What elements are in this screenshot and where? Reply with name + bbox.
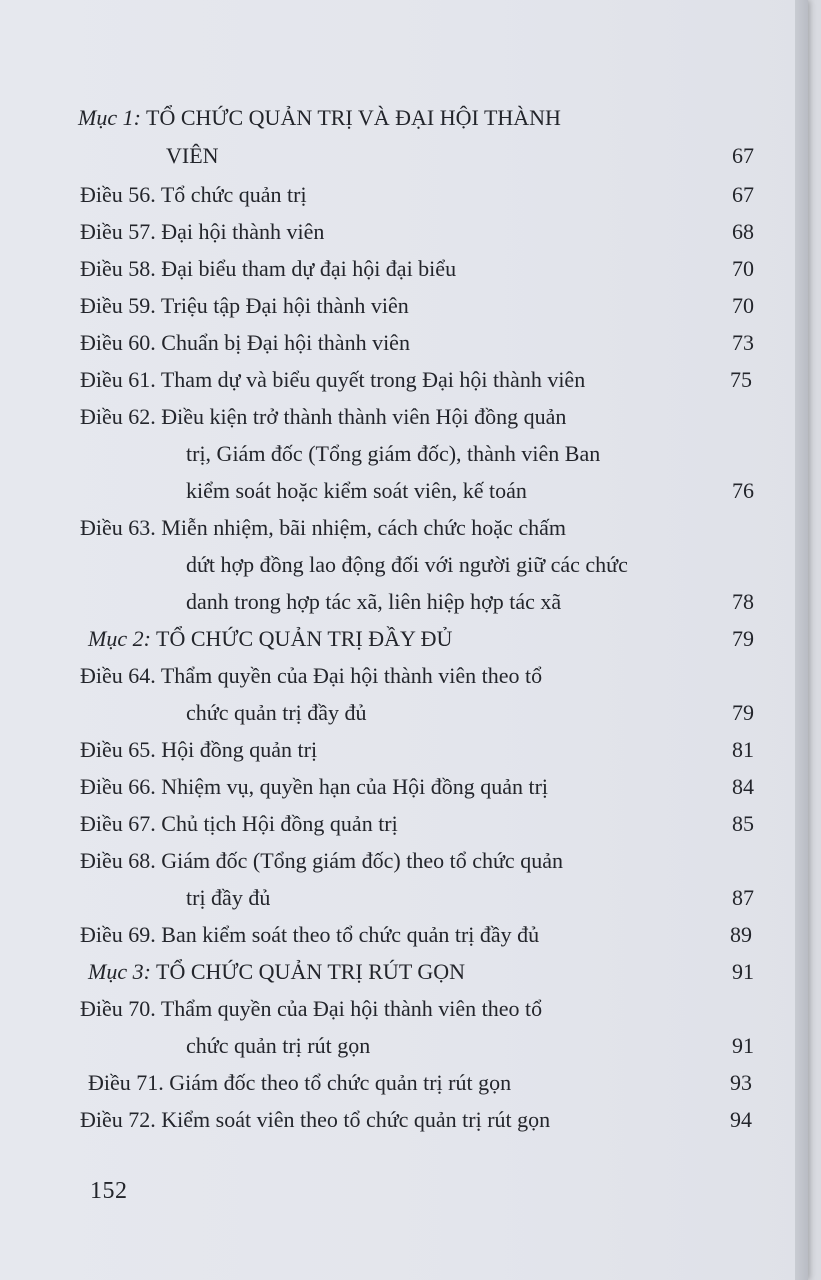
entry-title: trị đầy đủ [186,885,271,910]
entry-page-number: 67 [732,143,754,168]
toc-entry [186,880,270,916]
entry-title: Điều 59. Triệu tập Đại hội thành viên [80,293,409,318]
entry-title: Điều 61. Tham dự và biểu quyết trong Đại hội thành viên [80,367,586,392]
entry-title: kiểm soát hoặc kiểm soát viên, kế toán [186,478,527,503]
entry-page-number: 87 [732,885,754,910]
toc-entry [186,695,367,731]
entry-title: Điều 58. Đại biểu tham dự đại hội đại biểu [80,256,457,281]
entry-page-number: 91 [732,959,754,984]
entry-title: Điều 67. Chủ tịch Hội đồng quản trị [80,811,398,836]
toc-entry [80,1102,550,1138]
toc-entry [80,325,410,361]
toc-entry [80,732,317,768]
toc-entry [78,100,561,136]
toc-entry [80,288,409,324]
toc-entry [80,214,324,250]
toc-entry [80,769,548,805]
toc-entry [80,658,542,694]
toc-entry [88,954,465,990]
entry-title: Điều 57. Đại hội thành viên [80,219,325,244]
entry-title: dứt hợp đồng lao động đối với người giữ các chức [186,552,628,577]
toc-entry [186,584,561,620]
toc-entry [80,991,542,1027]
entry-title: trị, Giám đốc (Tổng giám đốc), thành viên Ban [186,441,601,466]
toc-entry [166,138,219,174]
entry-page-number: 79 [732,700,754,725]
entry-page-number: 81 [732,737,754,762]
entry-page-number: 78 [732,589,754,614]
entry-page-number: 91 [732,1033,754,1058]
toc-entry [80,510,566,546]
entry-title: chức quản trị đầy đủ [186,700,367,725]
entry-page-number: 85 [732,811,754,836]
entry-title: Điều 66. Nhiệm vụ, quyền hạn của Hội đồng quản trị [80,774,549,799]
entry-page-number: 68 [732,219,754,244]
entry-page-number: 75 [730,367,752,392]
entry-page-number: 73 [732,330,754,355]
entry-title: Điều 68. Giám đốc (Tổng giám đốc) theo tổ chức quản [80,848,563,873]
toc-entry [80,399,566,435]
entry-title: Điều 72. Kiểm soát viên theo tổ chức quản trị rút gọn [80,1107,551,1132]
entry-title: TỔ CHỨC QUẢN TRỊ ĐẦY ĐỦ [156,626,453,651]
toc-entry [80,917,539,953]
entry-title: Điều 63. Miễn nhiệm, bãi nhiệm, cách chức hoặc chấm [80,515,566,540]
section-prefix: Mục 2: [88,626,151,651]
entry-title: danh trong hợp tác xã, liên hiệp hợp tác xã [186,589,562,614]
toc-entry [80,843,563,879]
entry-page-number: 89 [730,922,752,947]
entry-page-number: 93 [730,1070,752,1095]
toc-entry [88,1065,511,1101]
toc-entry [186,547,628,583]
toc-entry [80,177,307,213]
page-number: 152 [90,1178,128,1204]
toc-entry [88,621,452,657]
entry-title: Điều 71. Giám đốc theo tổ chức quản trị rút gọn [88,1070,512,1095]
entry-page-number: 67 [732,182,754,207]
toc-entry [80,251,456,287]
entry-title: Điều 70. Thẩm quyền của Đại hội thành viên theo tổ [80,996,543,1021]
entry-page-number: 70 [732,293,754,318]
entry-title: Điều 62. Điều kiện trở thành thành viên Hội đồng quản [80,404,567,429]
entry-title: Điều 69. Ban kiểm soát theo tổ chức quản trị đầy đủ [80,922,540,947]
entry-title: Điều 64. Thẩm quyền của Đại hội thành viên theo tổ [80,663,543,688]
entry-page-number: 70 [732,256,754,281]
entry-title: chức quản trị rút gọn [186,1033,371,1058]
section-prefix: Mục 1: [78,105,141,130]
entry-title: TỔ CHỨC QUẢN TRỊ VÀ ĐẠI HỘI THÀNH [146,105,561,130]
entry-page-number: 76 [732,478,754,503]
entry-title: Điều 60. Chuẩn bị Đại hội thành viên [80,330,410,355]
section-prefix: Mục 3: [88,959,151,984]
toc-entry [186,436,600,472]
toc-entry [186,473,527,509]
entry-title: VIÊN [166,143,219,168]
toc-entry [186,1028,370,1064]
entry-page-number: 84 [732,774,754,799]
toc-entry [80,806,398,842]
toc-entry [80,362,585,398]
entry-title: Điều 65. Hội đồng quản trị [80,737,318,762]
entry-page-number: 79 [732,626,754,651]
entry-title: TỔ CHỨC QUẢN TRỊ RÚT GỌN [156,959,466,984]
entry-title: Điều 56. Tổ chức quản trị [80,182,307,207]
entry-page-number: 94 [730,1107,752,1132]
